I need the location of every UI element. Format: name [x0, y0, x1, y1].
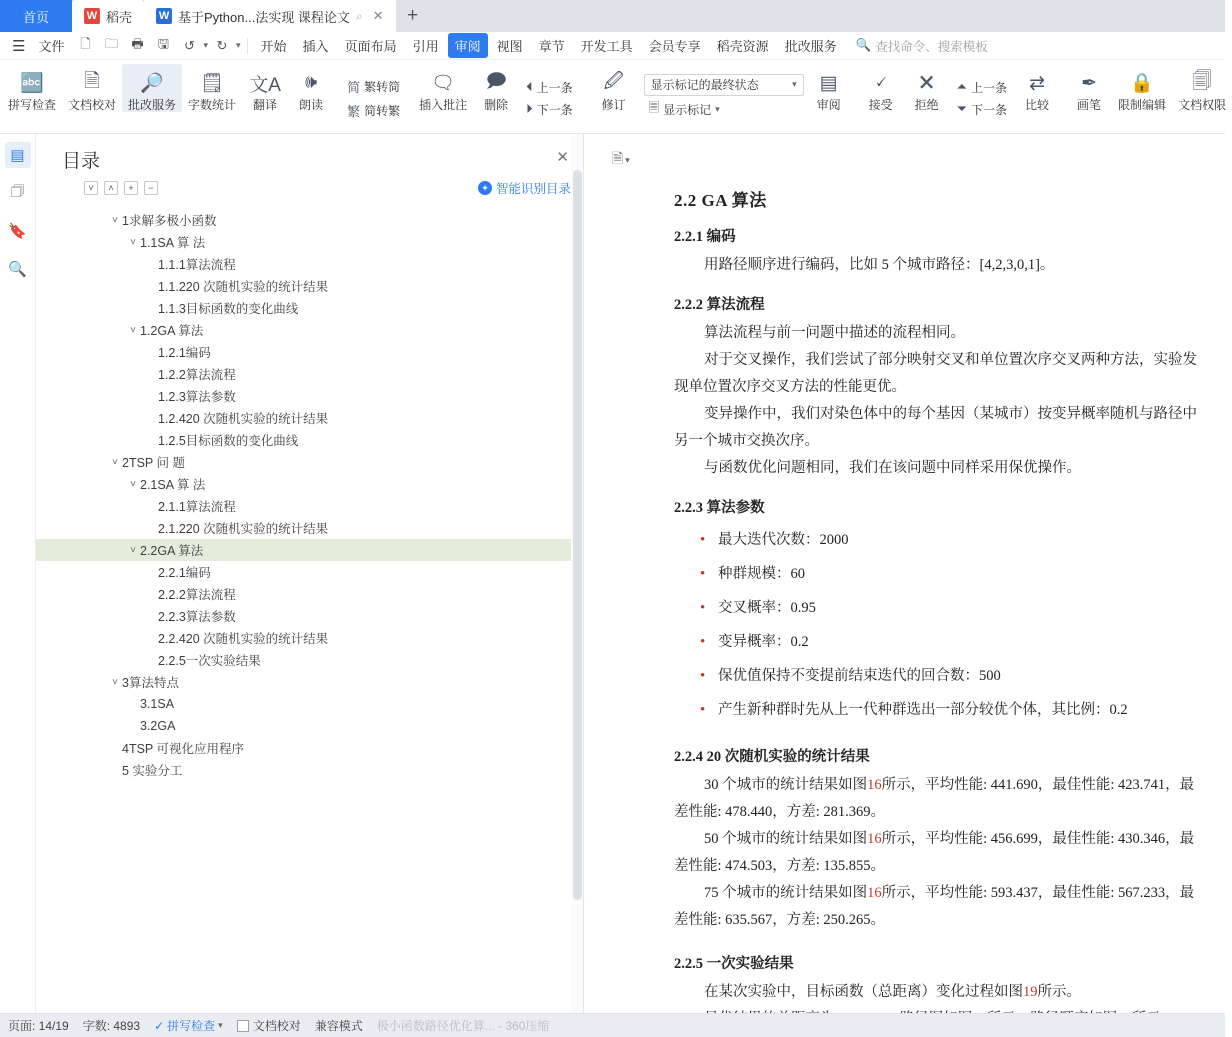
toc-item-label: 1.2.5目标函数的变化曲线	[158, 434, 299, 448]
chevron-down-icon[interactable]: ˅	[112, 214, 118, 226]
toc-item[interactable]	[36, 341, 583, 363]
prev-change-icon: ⏶	[956, 79, 968, 94]
chevron-down-icon[interactable]: ˅	[130, 478, 136, 490]
doc-permission-icon: 🗐	[1192, 71, 1212, 92]
toc-item-label: 1.1SA 算 法	[140, 236, 206, 250]
accept-change-icon: 🗸	[873, 72, 888, 93]
ribbon-button-insert-comment-label: 插入批注	[419, 98, 468, 112]
status-compat-mode: 兼容模式	[314, 1019, 363, 1033]
toc-title: 目录	[62, 151, 101, 172]
toc-collapse-all-icon[interactable]: ˅	[84, 181, 98, 195]
markup-state-select[interactable]	[644, 74, 804, 96]
toc-close-icon[interactable]: ✕	[556, 149, 569, 166]
close-icon[interactable]: ✕	[372, 8, 384, 23]
menu-item-file[interactable]: 文件	[38, 39, 65, 54]
status-hint-text: 极小函数路径优化算... - 360压缩	[376, 1019, 550, 1033]
ribbon-group-change-nav	[950, 64, 1014, 132]
toc-level-minus-icon[interactable]: −	[144, 181, 158, 195]
redo-caret-icon[interactable]: ▾	[236, 40, 241, 50]
spellcheck-icon: ✓	[154, 1018, 165, 1033]
ribbon-button-spellcheck-label: 拼写检查	[8, 98, 57, 112]
rail-button-outline[interactable]: ▤	[5, 142, 31, 168]
toc-item-label: 3.1SA	[140, 697, 175, 711]
toc-item-label: 2.1.220 次随机实验的统计结果	[158, 522, 329, 536]
toc-level-plus-icon[interactable]: +	[124, 181, 138, 195]
toc-item[interactable]	[36, 693, 583, 715]
ribbon-tab-resources[interactable]: 稻壳资源	[716, 39, 769, 54]
smart-recognize-icon: ✦	[478, 181, 492, 195]
ribbon-button-track-changes-label: 修订	[601, 98, 626, 112]
paragraph-flow-2: 对于交叉操作，我们尝试了部分映射交叉和单位置次序交叉两种方法，实验发现单位置次序交叉方法的性能更优。	[674, 352, 1197, 395]
toc-item-label: 2.2.420 次随机实验的统计结果	[158, 632, 329, 646]
toc-item-label: 2.2GA 算法	[140, 544, 204, 558]
ribbon-button-pen[interactable]	[1066, 64, 1112, 112]
reject-change-icon: 🗙	[919, 71, 934, 92]
ribbon-item-show-markup[interactable]	[644, 97, 804, 123]
show-markup-caret-icon: ▾	[715, 104, 720, 114]
toc-item-label: 1.1.220 次随机实验的统计结果	[158, 280, 329, 294]
save-icon[interactable]: 🖫	[157, 35, 169, 51]
toc-item[interactable]	[36, 407, 583, 429]
ribbon-item-traditional-to-simplified[interactable]	[342, 99, 405, 122]
toc-item[interactable]	[36, 671, 583, 693]
toc-list	[36, 203, 583, 781]
ribbon-button-translate-label: 翻译	[253, 98, 278, 112]
prev-comment-icon: ⏴	[526, 79, 533, 94]
ribbon-item-prev-comment[interactable]	[521, 77, 578, 98]
compare-icon: ⇄	[1029, 72, 1045, 94]
toc-item-label: 2TSP 问 题	[122, 456, 185, 470]
ribbon-item-simplified-to-traditional[interactable]	[342, 75, 405, 98]
tab-home[interactable]	[0, 0, 72, 32]
parameter-list	[700, 523, 1205, 727]
ribbon-button-proofread-service-label: 批改服务	[128, 98, 177, 112]
ribbon-button-accept-label: 接受	[868, 98, 893, 112]
word-file-icon-2: W	[156, 8, 172, 24]
spellcheck-caret-icon: ▾	[218, 1020, 223, 1030]
toc-item[interactable]	[36, 297, 583, 319]
redo-icon[interactable]: ↻	[216, 37, 228, 53]
show-markup-icon: 🗏	[648, 99, 660, 115]
status-spellcheck-label: 拼写检查	[167, 1019, 216, 1033]
undo-icon[interactable]: ↺	[184, 37, 195, 53]
search-placeholder: 查找命令、搜索模板	[875, 39, 988, 54]
chevron-down-icon[interactable]: ˅	[130, 236, 136, 248]
ribbon-tab-start[interactable]: 开始	[260, 39, 287, 54]
track-changes-icon: 🖉	[603, 71, 624, 92]
ribbon-tab-references[interactable]: 引用	[412, 39, 439, 54]
toc-item-label: 3算法特点	[122, 676, 179, 690]
toc-item-label: 1.2.2算法流程	[158, 368, 236, 382]
toc-item[interactable]	[36, 759, 583, 781]
heading-2-2-2: 2.2.2 算法流程	[674, 297, 765, 313]
search-box[interactable]	[856, 37, 988, 55]
toc-item[interactable]	[36, 363, 583, 385]
abc-check-icon: 🔤	[20, 73, 44, 94]
ribbon-button-restrict-edit[interactable]	[1112, 64, 1172, 112]
toc-item[interactable]	[36, 451, 583, 473]
ribbon-button-accept[interactable]	[858, 64, 904, 112]
print-icon[interactable]: 🖶	[131, 35, 144, 51]
heading-2-2-3: 2.2.3 算法参数	[674, 500, 765, 516]
ribbon-group-markup	[642, 64, 806, 132]
open-icon[interactable]: 🗀	[104, 35, 118, 51]
ribbon-toolbar	[0, 60, 1225, 134]
ribbon-button-translate[interactable]	[242, 64, 288, 112]
status-word-count[interactable]: 字数: 4893	[82, 1019, 141, 1033]
ribbon-button-track-changes[interactable]	[586, 64, 642, 112]
parameter-list-item: • 变异概率：0.2	[700, 625, 1205, 659]
toc-item-label: 2.2.1编码	[158, 566, 211, 580]
ribbon-button-pen-label: 画笔	[1077, 98, 1102, 112]
ribbon-item-next-comment[interactable]	[521, 99, 578, 120]
toc-item-label: 1.1.1算法流程	[158, 258, 236, 272]
toc-scrollbar[interactable]	[571, 134, 583, 1013]
toc-item[interactable]	[36, 737, 583, 759]
ribbon-button-reject-label: 拒绝	[914, 98, 939, 112]
ribbon-tab-insert[interactable]: 插入	[302, 39, 329, 54]
ribbon-item-traditional-to-simplified-label: 简转繁	[364, 103, 401, 118]
smart-recognize-toc-label: 智能识别目录	[495, 182, 571, 196]
heading-2-2-1: 2.2.1 编码	[674, 229, 736, 245]
paragraph-stats-1: 30 个城市的统计结果如图16所示，平均性能: 441.690，最佳性能: 423.741，最差性能: 478.440，方差: 281.369。	[674, 777, 1195, 820]
chevron-down-icon[interactable]: ˅	[112, 676, 118, 688]
toc-item[interactable]	[36, 473, 583, 495]
toc-item-label: 2.2.5一次实验结果	[158, 654, 261, 668]
ribbon-group-proofing	[2, 64, 334, 132]
chevron-down-icon: ▾	[792, 79, 797, 89]
status-spellcheck[interactable]	[154, 1017, 223, 1034]
ribbon-button-compare[interactable]	[1014, 64, 1060, 112]
toc-item[interactable]	[36, 231, 583, 253]
ribbon-group-protect	[1066, 64, 1232, 132]
document-content	[584, 134, 1225, 1033]
toc-item-label: 3.2GA	[140, 719, 176, 733]
toc-scrollbar-thumb[interactable]	[573, 170, 582, 900]
ribbon-button-doc-proofread-label: 文档校对	[68, 98, 117, 112]
chevron-down-icon[interactable]: ˅	[112, 456, 118, 468]
ribbon-group-comment-nav	[519, 64, 580, 132]
translate-icon: 文A	[249, 74, 281, 96]
ribbon-item-next-change[interactable]	[952, 99, 1012, 120]
toc-item[interactable]	[36, 649, 583, 671]
paragraph-encoding: 用路径顺序进行编码，比如 5 个城市路径：[4,2,3,0,1]。	[704, 257, 1055, 273]
toc-item-label: 2.2.3算法参数	[158, 610, 236, 624]
toc-item-label: 1.2GA 算法	[140, 324, 204, 338]
ribbon-item-prev-comment-label: 上一条	[536, 80, 573, 95]
menu-bar	[0, 32, 1225, 60]
smart-recognize-toc-button[interactable]	[478, 179, 571, 197]
ribbon-button-document-permission[interactable]	[1172, 64, 1232, 112]
toc-item[interactable]	[36, 209, 583, 231]
parameter-list-item: • 保优值保持不变提前结束迭代的回合数：500	[700, 659, 1205, 693]
pin-icon[interactable]: ⌕	[355, 8, 363, 23]
parameter-list-item: • 交叉概率：0.95	[700, 591, 1205, 625]
ribbon-button-document-permission-label: 文档权限	[1178, 98, 1227, 112]
toc-item-label: 1.2.3算法参数	[158, 390, 236, 404]
toc-item[interactable]	[36, 429, 583, 451]
tab-document-1-label: 稻壳	[106, 9, 133, 25]
ribbon-item-simplified-to-traditional-label: 繁转简	[364, 79, 401, 94]
left-rail	[0, 134, 36, 1013]
insert-comment-icon: 🗨	[431, 73, 456, 94]
ribbon-button-doc-proofread[interactable]	[62, 64, 122, 112]
toc-item[interactable]	[36, 495, 583, 517]
status-doc-proofread[interactable]	[237, 1017, 301, 1034]
toc-item-label: 1求解多极小函数	[122, 214, 217, 228]
heading-2-2-5: 2.2.5 一次实验结果	[674, 956, 794, 972]
ribbon-tab-proofread-service[interactable]: 批改服务	[784, 39, 837, 54]
toc-item[interactable]	[36, 715, 583, 737]
magnifier-doc-icon: 🔎	[140, 73, 164, 94]
undo-caret-icon[interactable]: ▾	[203, 40, 208, 50]
paragraph-flow-1: 算法流程与前一问题中描述的流程相同。	[704, 325, 965, 341]
tab-document-2-label: 基于Python...法实现 课程论文	[178, 9, 350, 25]
ribbon-item-next-comment-label: 下一条	[536, 102, 573, 117]
paragraph-flow-4: 与函数优化问题相同，我们在该问题中同样采用保优操作。	[704, 460, 1081, 476]
status-doc-proofread-label: 文档校对	[252, 1019, 301, 1033]
tab-bar	[0, 0, 1225, 32]
ribbon-button-compare-label: 比较	[1025, 98, 1050, 112]
next-comment-icon: ⏵	[526, 101, 533, 116]
toc-item[interactable]	[36, 561, 583, 583]
ribbon-group-accept-reject	[858, 64, 1060, 132]
tab-home-label: 首页	[22, 9, 49, 25]
tab-document-1[interactable]	[72, 0, 144, 32]
menu-divider	[247, 38, 248, 54]
toc-item-label: 1.1.3目标函数的变化曲线	[158, 302, 299, 316]
ribbon-tab-chapter[interactable]: 章节	[538, 39, 565, 54]
parameter-list-item: • 最大迭代次数：2000	[700, 523, 1205, 557]
toc-item[interactable]	[36, 627, 583, 649]
toc-item[interactable]	[36, 517, 583, 539]
ribbon-button-review-pane-label: 审阅	[816, 98, 841, 112]
toc-item[interactable]	[36, 539, 583, 561]
word-count-icon: 🗒	[199, 73, 225, 94]
heading-2-2-4: 2.2.4 20 次随机实验的统计结果	[674, 749, 870, 765]
main-area	[0, 134, 1225, 1013]
next-change-icon: ⏷	[956, 101, 968, 116]
ribbon-tab-page-layout[interactable]: 页面布局	[344, 39, 397, 54]
ribbon-item-show-markup-label: 显示标记	[663, 103, 712, 117]
ribbon-button-word-count[interactable]	[182, 64, 242, 112]
toc-item-label: 2.1SA 算 法	[140, 478, 206, 492]
ribbon-group-convert	[340, 64, 407, 132]
ribbon-button-proofread-service[interactable]	[122, 64, 182, 112]
ribbon-tab-view[interactable]: 视图	[496, 39, 523, 54]
simp-convert-icon: 繁	[347, 103, 361, 119]
toc-item-label: 2.2.2算法流程	[158, 588, 236, 602]
toc-item[interactable]	[36, 605, 583, 627]
paragraph-stats-2: 50 个城市的统计结果如图16所示，平均性能: 456.699，最佳性能: 430.346，最差性能: 474.503，方差: 135.855。	[674, 831, 1195, 874]
paragraph-single-exp-1: 在某次实验中，目标函数（总距离）变化过程如图19所示。	[704, 984, 1081, 1000]
read-aloud-icon: 🕪	[305, 72, 318, 93]
parameter-list-item: • 产生新种群时先从上一代种群选出一部分较优个体，其比例：0.2	[700, 693, 1205, 727]
ribbon-button-delete-comment[interactable]	[473, 64, 519, 112]
ribbon-item-next-change-label: 下一条	[971, 102, 1008, 117]
doc-proofread-checkbox[interactable]	[237, 1020, 249, 1032]
ribbon-button-word-count-label: 字数统计	[188, 98, 237, 112]
ribbon-group-comments	[413, 64, 580, 132]
toc-pane	[36, 134, 584, 1013]
toc-item-label: 1.2.1编码	[158, 346, 211, 360]
toc-item-label: 2.1.1算法流程	[158, 500, 236, 514]
toc-item-label: 4TSP 可视化应用程序	[122, 742, 245, 756]
ribbon-button-read-aloud-label: 朗读	[299, 98, 324, 112]
ribbon-tab-developer[interactable]: 开发工具	[580, 39, 633, 54]
page-layout-icon[interactable]: 🗎 ▾	[612, 150, 630, 166]
trad-convert-icon: 简	[347, 79, 361, 95]
review-pane-icon: ▤	[819, 72, 838, 94]
toc-item[interactable]	[36, 319, 583, 341]
rail-button-bookmarks[interactable]: 🔖	[8, 223, 27, 240]
paragraph-stats-3: 75 个城市的统计结果如图16所示，平均性能: 593.437，最佳性能: 567.233，最差性能: 635.567，方差: 250.265。	[674, 885, 1195, 928]
toc-item-label: 5 实验分工	[122, 764, 183, 778]
rail-button-search[interactable]: 🔍	[8, 261, 27, 278]
pen-icon: ✒	[1081, 72, 1097, 94]
rail-button-thumbnails[interactable]: 🗇	[10, 182, 25, 200]
ribbon-item-prev-change-label: 上一条	[971, 80, 1008, 95]
toc-item-label: 1.2.420 次随机实验的统计结果	[158, 412, 329, 426]
new-tab-button[interactable]: +	[407, 5, 419, 26]
delete-comment-icon: 🗩	[485, 71, 507, 92]
ribbon-button-spellcheck[interactable]	[2, 64, 62, 112]
lock-icon: 🔒	[1130, 73, 1154, 94]
tab-document-2[interactable]	[144, 0, 396, 32]
ribbon-button-review-pane[interactable]	[806, 64, 852, 112]
toc-item[interactable]	[36, 275, 583, 297]
ribbon-tab-review[interactable]: 审阅	[448, 33, 488, 58]
markup-state-value: 显示标记的最终状态	[650, 78, 759, 92]
toc-item[interactable]	[36, 583, 583, 605]
ribbon-button-delete-comment-label: 删除	[484, 98, 509, 112]
ribbon-button-read-aloud[interactable]	[288, 64, 334, 112]
parameter-list-item: • 种群规模：60	[700, 557, 1205, 591]
ribbon-button-reject[interactable]	[904, 64, 950, 112]
search-icon: 🔍	[855, 38, 872, 52]
chevron-down-icon[interactable]: ˅	[130, 324, 136, 336]
word-file-icon: W	[84, 8, 100, 24]
ribbon-button-restrict-edit-label: 限制编辑	[1118, 98, 1167, 112]
menu-hamburger-icon[interactable]: ☰	[12, 37, 26, 55]
ribbon-tab-member[interactable]: 会员专享	[648, 39, 701, 54]
chevron-down-icon[interactable]: ˅	[130, 544, 136, 556]
ribbon-button-insert-comment[interactable]	[413, 64, 473, 112]
new-document-icon[interactable]: 🗋	[80, 35, 91, 51]
document-check-icon: 🗎	[84, 71, 100, 92]
paragraph-flow-3: 变异操作中，我们对染色体中的每个基因（某城市）按变异概率随机与路径中另一个城市交换次序。	[674, 406, 1197, 449]
document-pane[interactable]	[584, 134, 1225, 1013]
heading-2-2: 2.2 GA 算法	[674, 191, 767, 210]
status-page-number[interactable]: 页面: 14/19	[8, 1019, 69, 1033]
toc-expand-all-icon[interactable]: ˄	[104, 181, 118, 195]
document-body	[612, 186, 1205, 1033]
status-bar	[0, 1013, 1225, 1037]
ribbon-group-track-changes	[586, 64, 852, 132]
toc-item[interactable]	[36, 253, 583, 275]
toc-item[interactable]	[36, 385, 583, 407]
ribbon-item-prev-change[interactable]	[952, 77, 1012, 98]
toc-toolbar	[36, 177, 583, 203]
